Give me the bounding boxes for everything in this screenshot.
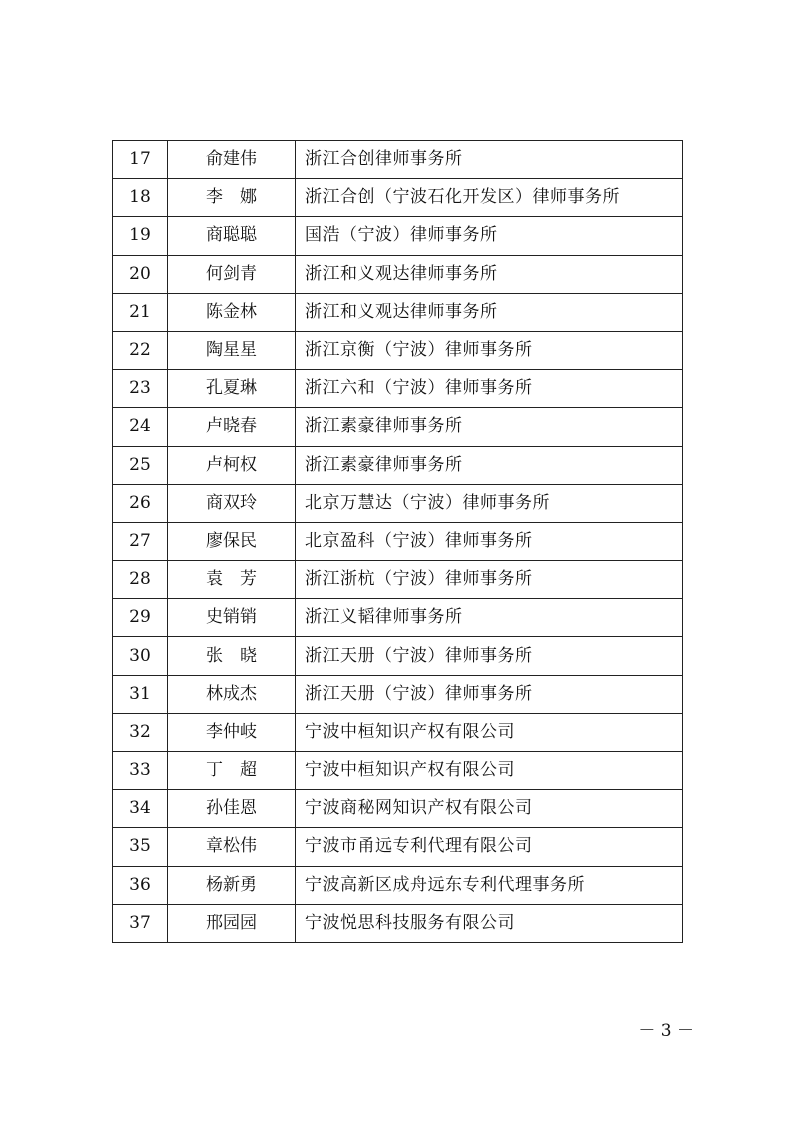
lawyer-list-table — [112, 140, 683, 943]
table-row — [113, 675, 683, 713]
person-name-cell: 孙佳恩 — [168, 790, 296, 828]
person-name-cell: 俞建伟 — [168, 141, 296, 179]
row-number-cell: 33 — [113, 752, 168, 790]
table-body — [113, 141, 683, 943]
table-row — [113, 713, 683, 751]
table-row — [113, 828, 683, 866]
person-name-cell: 丁 超 — [168, 752, 296, 790]
organization-cell: 北京盈科（宁波）律师事务所 — [296, 522, 683, 560]
organization-cell: 宁波悦思科技服务有限公司 — [296, 904, 683, 942]
person-name-cell: 陶星星 — [168, 331, 296, 369]
table-row — [113, 790, 683, 828]
row-number-cell: 22 — [113, 331, 168, 369]
row-number-cell: 23 — [113, 370, 168, 408]
table-row — [113, 484, 683, 522]
row-number-cell: 25 — [113, 446, 168, 484]
organization-cell: 浙江素豪律师事务所 — [296, 408, 683, 446]
table-row — [113, 752, 683, 790]
row-number-cell: 24 — [113, 408, 168, 446]
person-name-cell: 袁 芳 — [168, 561, 296, 599]
row-number-cell: 30 — [113, 637, 168, 675]
table-row — [113, 370, 683, 408]
organization-cell: 宁波市甬远专利代理有限公司 — [296, 828, 683, 866]
organization-cell: 浙江天册（宁波）律师事务所 — [296, 637, 683, 675]
person-name-cell: 章松伟 — [168, 828, 296, 866]
organization-cell: 宁波中桓知识产权有限公司 — [296, 752, 683, 790]
row-number-cell: 37 — [113, 904, 168, 942]
person-name-cell: 林成杰 — [168, 675, 296, 713]
row-number-cell: 18 — [113, 179, 168, 217]
organization-cell: 浙江天册（宁波）律师事务所 — [296, 675, 683, 713]
row-number-cell: 34 — [113, 790, 168, 828]
row-number-cell: 19 — [113, 217, 168, 255]
organization-cell: 浙江合创律师事务所 — [296, 141, 683, 179]
table-row — [113, 561, 683, 599]
person-name-cell: 李 娜 — [168, 179, 296, 217]
person-name-cell: 杨新勇 — [168, 866, 296, 904]
organization-cell: 宁波高新区成舟远东专利代理事务所 — [296, 866, 683, 904]
person-name-cell: 何剑青 — [168, 255, 296, 293]
table-row — [113, 255, 683, 293]
person-name-cell: 李仲岐 — [168, 713, 296, 751]
organization-cell: 国浩（宁波）律师事务所 — [296, 217, 683, 255]
row-number-cell: 27 — [113, 522, 168, 560]
organization-cell: 浙江义韬律师事务所 — [296, 599, 683, 637]
organization-cell: 浙江和义观达律师事务所 — [296, 293, 683, 331]
row-number-cell: 28 — [113, 561, 168, 599]
table-row — [113, 331, 683, 369]
person-name-cell: 孔夏琳 — [168, 370, 296, 408]
table-row — [113, 293, 683, 331]
table-row — [113, 522, 683, 560]
table-row — [113, 217, 683, 255]
organization-cell: 浙江京衡（宁波）律师事务所 — [296, 331, 683, 369]
person-name-cell: 史销销 — [168, 599, 296, 637]
row-number-cell: 32 — [113, 713, 168, 751]
row-number-cell: 35 — [113, 828, 168, 866]
table-row — [113, 408, 683, 446]
table-row — [113, 599, 683, 637]
person-name-cell: 商双玲 — [168, 484, 296, 522]
organization-cell: 宁波中桓知识产权有限公司 — [296, 713, 683, 751]
table-row — [113, 866, 683, 904]
organization-cell: 浙江六和（宁波）律师事务所 — [296, 370, 683, 408]
person-name-cell: 邢园园 — [168, 904, 296, 942]
organization-cell: 浙江和义观达律师事务所 — [296, 255, 683, 293]
person-name-cell: 廖保民 — [168, 522, 296, 560]
person-name-cell: 卢晓春 — [168, 408, 296, 446]
person-name-cell: 商聪聪 — [168, 217, 296, 255]
organization-cell: 浙江素豪律师事务所 — [296, 446, 683, 484]
page-number: － 3 － — [638, 1021, 694, 1041]
table-row — [113, 904, 683, 942]
row-number-cell: 26 — [113, 484, 168, 522]
table-row — [113, 141, 683, 179]
row-number-cell: 21 — [113, 293, 168, 331]
table-row — [113, 179, 683, 217]
table-row — [113, 446, 683, 484]
person-name-cell: 张 晓 — [168, 637, 296, 675]
person-name-cell: 陈金林 — [168, 293, 296, 331]
row-number-cell: 17 — [113, 141, 168, 179]
organization-cell: 浙江浙杭（宁波）律师事务所 — [296, 561, 683, 599]
row-number-cell: 29 — [113, 599, 168, 637]
person-name-cell: 卢柯权 — [168, 446, 296, 484]
organization-cell: 宁波商秘网知识产权有限公司 — [296, 790, 683, 828]
row-number-cell: 36 — [113, 866, 168, 904]
organization-cell: 北京万慧达（宁波）律师事务所 — [296, 484, 683, 522]
table-row — [113, 637, 683, 675]
row-number-cell: 20 — [113, 255, 168, 293]
row-number-cell: 31 — [113, 675, 168, 713]
organization-cell: 浙江合创（宁波石化开发区）律师事务所 — [296, 179, 683, 217]
